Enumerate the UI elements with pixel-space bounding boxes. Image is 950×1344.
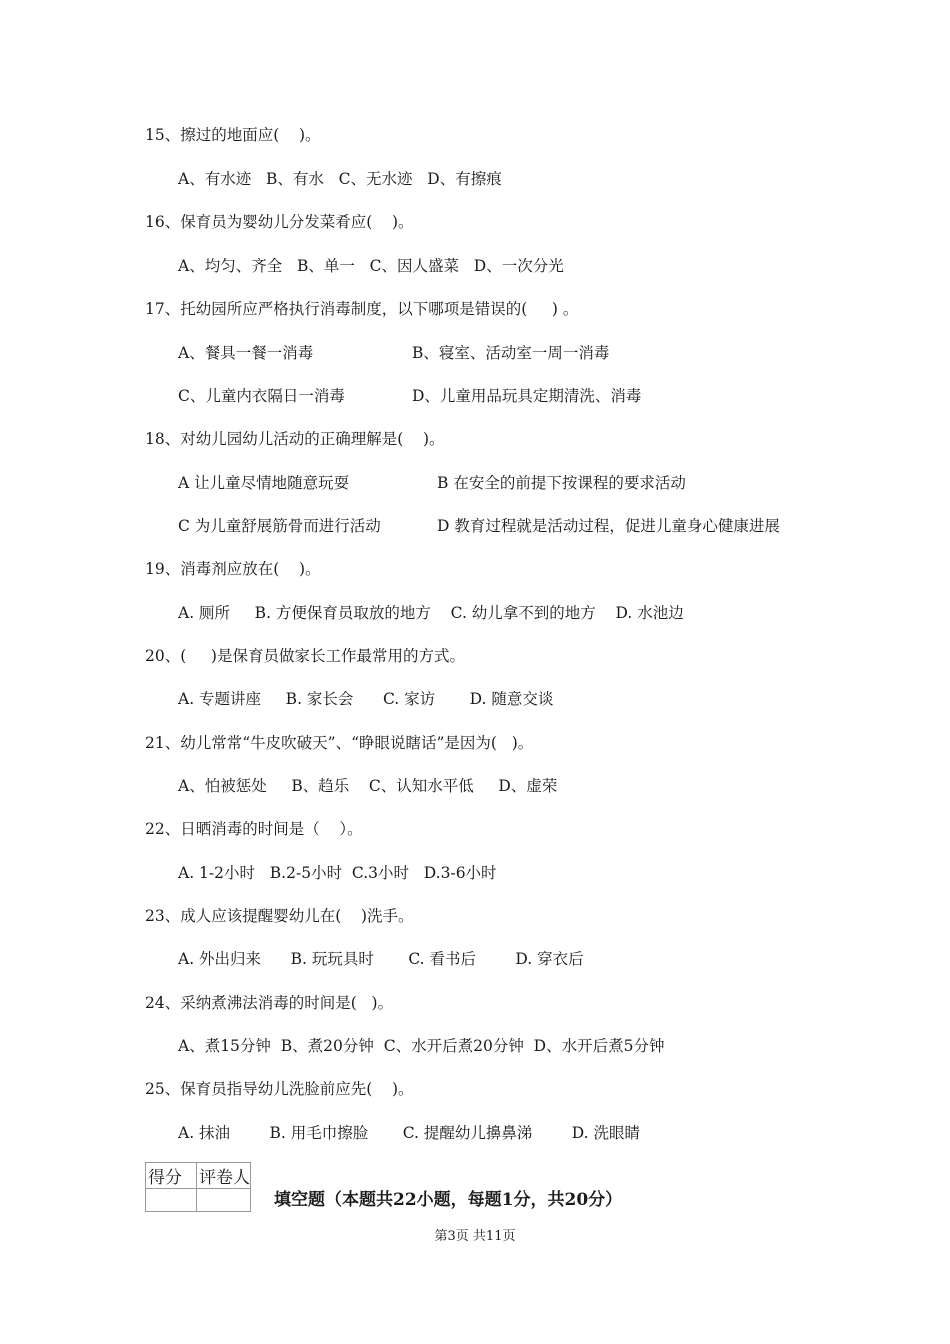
question-16-options: A、均匀、齐全 B、单一 C、因人盛菜 D、一次分光 bbox=[178, 257, 564, 275]
question-18-option-c: C 为儿童舒展筋骨而进行活动 bbox=[178, 517, 381, 535]
score-header: 得分 bbox=[146, 1163, 197, 1189]
section-title: 填空题（本题共22小题，每题1分，共20分） bbox=[274, 1190, 623, 1210]
question-18-option-a: A 让儿童尽情地随意玩耍 bbox=[178, 474, 350, 492]
question-25-options: A. 抹油 B. 用毛巾擦脸 C. 提醒幼儿擤鼻涕 D. 洗眼睛 bbox=[178, 1124, 641, 1142]
question-20-options: A. 专题讲座 B. 家长会 C. 家访 D. 随意交谈 bbox=[178, 690, 554, 708]
question-21-options: A、怕被惩处 B、趋乐 C、认知水平低 D、虚荣 bbox=[178, 777, 558, 795]
question-17-option-c: C、儿童内衣隔日一消毒 bbox=[178, 387, 345, 405]
question-23: 23、成人应该提醒婴幼儿在( )洗手。 bbox=[145, 907, 414, 925]
score-table bbox=[145, 1162, 251, 1212]
question-22-options: A. 1-2小时 B.2-5小时 C.3小时 D.3-6小时 bbox=[178, 864, 497, 882]
question-23-options: A. 外出归来 B. 玩玩具时 C. 看书后 D. 穿衣后 bbox=[178, 950, 584, 968]
question-17-option-b: B、寝室、活动室一周一消毒 bbox=[412, 344, 610, 362]
grader-header: 评卷人 bbox=[197, 1163, 251, 1189]
question-17-option-d: D、儿童用品玩具定期清洗、消毒 bbox=[412, 387, 642, 405]
question-18-option-b: B 在安全的前提下按课程的要求活动 bbox=[437, 474, 686, 492]
question-24-options: A、煮15分钟 B、煮20分钟 C、水开后煮20分钟 D、水开后煮5分钟 bbox=[178, 1037, 665, 1055]
question-24: 24、采纳煮沸法消毒的时间是( )。 bbox=[145, 994, 394, 1012]
question-25: 25、保育员指导幼儿洗脸前应先( )。 bbox=[145, 1080, 414, 1098]
question-15: 15、擦过的地面应( )。 bbox=[145, 126, 321, 144]
question-17: 17、托幼园所应严格执行消毒制度，以下哪项是错误的( ) 。 bbox=[145, 300, 579, 318]
question-17-option-a: A、餐具一餐一消毒 bbox=[178, 344, 314, 362]
question-15-options: A、有水迹 B、有水 C、无水迹 D、有擦痕 bbox=[178, 170, 502, 188]
question-18-option-d: D 教育过程就是活动过程，促进儿童身心健康进展 bbox=[437, 517, 780, 535]
question-19-options: A. 厕所 B. 方便保育员取放的地方 C. 幼儿拿不到的地方 D. 水池边 bbox=[178, 604, 684, 622]
question-16: 16、保育员为婴幼儿分发菜肴应( )。 bbox=[145, 213, 414, 231]
question-20: 20、( )是保育员做家长工作最常用的方式。 bbox=[145, 647, 465, 665]
question-19: 19、消毒剂应放在( )。 bbox=[145, 560, 321, 578]
question-18: 18、对幼儿园幼儿活动的正确理解是( )。 bbox=[145, 430, 445, 448]
score-cell bbox=[146, 1189, 197, 1212]
question-21: 21、幼儿常常“牛皮吹破天”、“睁眼说瞎话”是因为( )。 bbox=[145, 734, 534, 752]
grader-cell bbox=[197, 1189, 251, 1212]
page-footer: 第3页 共11页 bbox=[434, 1229, 516, 1244]
question-22: 22、日晒消毒的时间是（ ）。 bbox=[145, 820, 363, 838]
